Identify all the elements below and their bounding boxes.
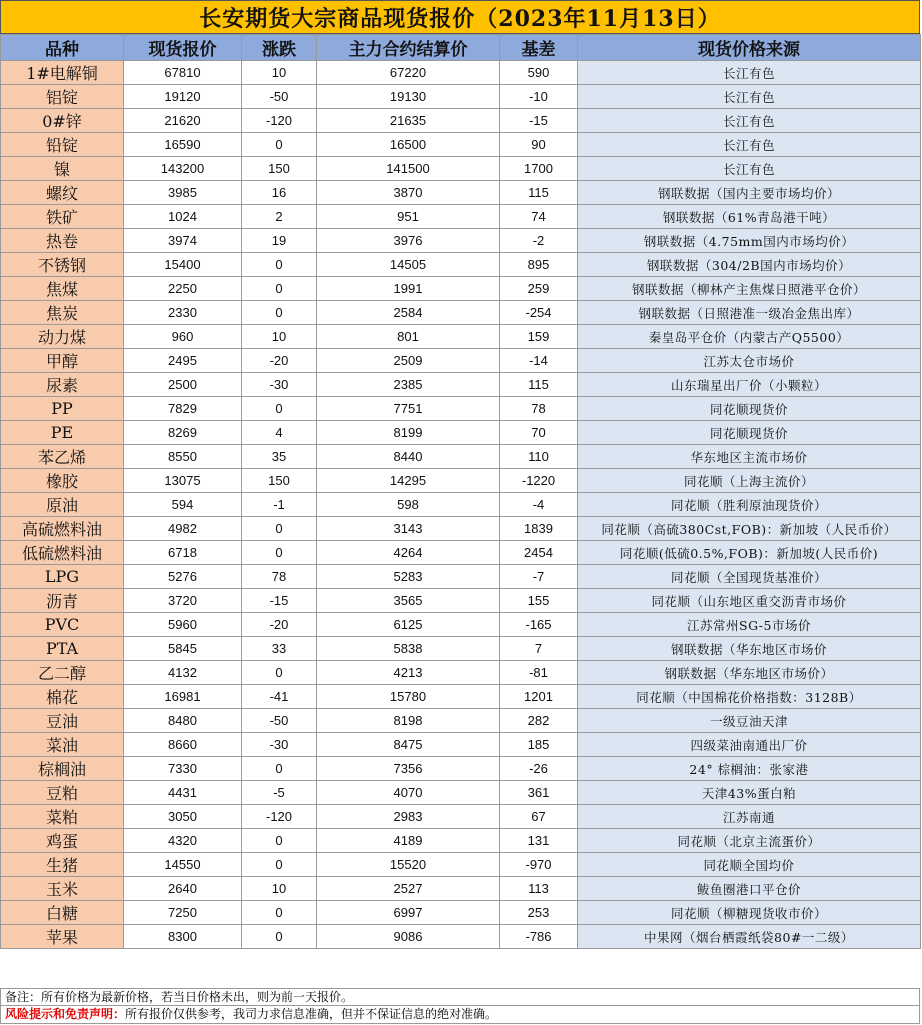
cell-spot-price: 16981 [124, 685, 242, 709]
cell-basis: 67 [500, 805, 578, 829]
cell-settlement: 7751 [317, 397, 500, 421]
cell-change: -20 [242, 613, 317, 637]
cell-change: 0 [242, 301, 317, 325]
table-row [1, 829, 921, 853]
cell-basis: 78 [500, 397, 578, 421]
cell-spot-price: 3720 [124, 589, 242, 613]
cell-settlement: 2527 [317, 877, 500, 901]
table-row [1, 157, 921, 181]
footer-disclaimer [0, 1006, 920, 1024]
cell-change: 2 [242, 205, 317, 229]
header-source: 现货价格来源 [578, 35, 921, 61]
cell-change: 10 [242, 61, 317, 85]
cell-spot-price: 960 [124, 325, 242, 349]
cell-variety: 热卷 [1, 229, 124, 253]
cell-spot-price: 7829 [124, 397, 242, 421]
table-row [1, 661, 921, 685]
cell-basis: -970 [500, 853, 578, 877]
cell-source: 同花顺现货价 [578, 421, 921, 445]
cell-settlement: 14505 [317, 253, 500, 277]
table-row [1, 853, 921, 877]
cell-settlement: 15780 [317, 685, 500, 709]
cell-settlement: 951 [317, 205, 500, 229]
cell-variety: 沥青 [1, 589, 124, 613]
cell-spot-price: 594 [124, 493, 242, 517]
cell-change: 78 [242, 565, 317, 589]
cell-spot-price: 3974 [124, 229, 242, 253]
cell-basis: 253 [500, 901, 578, 925]
cell-spot-price: 4982 [124, 517, 242, 541]
cell-source: 秦皇岛平仓价（内蒙古产Q5500） [578, 325, 921, 349]
cell-source: 长江有色 [578, 85, 921, 109]
cell-variety: 原油 [1, 493, 124, 517]
header-settlement: 主力合约结算价 [317, 35, 500, 61]
cell-variety: 棕榈油 [1, 757, 124, 781]
cell-source: 同花顺全国均价 [578, 853, 921, 877]
cell-change: 4 [242, 421, 317, 445]
cell-change: 0 [242, 253, 317, 277]
table-row [1, 541, 921, 565]
footer-note [0, 988, 920, 1006]
cell-source: 长江有色 [578, 133, 921, 157]
cell-source: 山东瑞星出厂价（小颗粒） [578, 373, 921, 397]
cell-source: 天津43%蛋白粕 [578, 781, 921, 805]
table-row [1, 133, 921, 157]
cell-variety: 铁矿 [1, 205, 124, 229]
cell-source: 同花顺（中国棉花价格指数：3128B） [578, 685, 921, 709]
cell-basis: 259 [500, 277, 578, 301]
cell-spot-price: 16590 [124, 133, 242, 157]
cell-spot-price: 8300 [124, 925, 242, 949]
cell-basis: 155 [500, 589, 578, 613]
table-row [1, 613, 921, 637]
cell-source: 同花顺（高硫380Cst,FOB)：新加坡（人民币价） [578, 517, 921, 541]
cell-settlement: 6997 [317, 901, 500, 925]
cell-basis: 2454 [500, 541, 578, 565]
cell-variety: 焦煤 [1, 277, 124, 301]
cell-change: 0 [242, 853, 317, 877]
cell-spot-price: 2640 [124, 877, 242, 901]
table-row [1, 925, 921, 949]
cell-variety: 菜油 [1, 733, 124, 757]
cell-variety: 棉花 [1, 685, 124, 709]
cell-basis: 1700 [500, 157, 578, 181]
table-row [1, 493, 921, 517]
cell-change: 33 [242, 637, 317, 661]
cell-settlement: 9086 [317, 925, 500, 949]
cell-spot-price: 3985 [124, 181, 242, 205]
cell-source: 四级菜油南通出厂价 [578, 733, 921, 757]
cell-spot-price: 2495 [124, 349, 242, 373]
cell-spot-price: 15400 [124, 253, 242, 277]
cell-spot-price: 3050 [124, 805, 242, 829]
table-row [1, 253, 921, 277]
cell-change: -20 [242, 349, 317, 373]
cell-change: 19 [242, 229, 317, 253]
cell-settlement: 4070 [317, 781, 500, 805]
cell-settlement: 15520 [317, 853, 500, 877]
cell-change: 0 [242, 397, 317, 421]
cell-change: 0 [242, 277, 317, 301]
cell-settlement: 67220 [317, 61, 500, 85]
cell-variety: 尿素 [1, 373, 124, 397]
cell-source: 同花顺现货价 [578, 397, 921, 421]
cell-settlement: 598 [317, 493, 500, 517]
cell-spot-price: 5960 [124, 613, 242, 637]
cell-variety: 0#锌 [1, 109, 124, 133]
cell-change: -1 [242, 493, 317, 517]
table-row [1, 877, 921, 901]
cell-source: 钢联数据（4.75mm国内市场均价） [578, 229, 921, 253]
cell-source: 钢联数据（304/2B国内市场均价） [578, 253, 921, 277]
cell-settlement: 1991 [317, 277, 500, 301]
cell-settlement: 8198 [317, 709, 500, 733]
table-row [1, 901, 921, 925]
cell-change: 0 [242, 133, 317, 157]
cell-variety: 铝锭 [1, 85, 124, 109]
cell-settlement: 3870 [317, 181, 500, 205]
cell-basis: 159 [500, 325, 578, 349]
cell-source: 华东地区主流市场价 [578, 445, 921, 469]
cell-variety: PP [1, 397, 124, 421]
cell-spot-price: 67810 [124, 61, 242, 85]
table-row [1, 349, 921, 373]
cell-source: 钢联数据（61%青岛港干吨） [578, 205, 921, 229]
cell-change: 35 [242, 445, 317, 469]
cell-basis: 90 [500, 133, 578, 157]
table-row [1, 109, 921, 133]
cell-spot-price: 5845 [124, 637, 242, 661]
cell-spot-price: 2500 [124, 373, 242, 397]
table-row [1, 805, 921, 829]
cell-change: 0 [242, 541, 317, 565]
cell-source: 同花顺（北京主流蛋价） [578, 829, 921, 853]
cell-source: 一级豆油天津 [578, 709, 921, 733]
cell-source: 同花顺（柳糖现货收市价） [578, 901, 921, 925]
cell-spot-price: 8660 [124, 733, 242, 757]
cell-variety: PVC [1, 613, 124, 637]
cell-variety: 乙二醇 [1, 661, 124, 685]
cell-basis: -14 [500, 349, 578, 373]
cell-change: 10 [242, 877, 317, 901]
cell-change: 150 [242, 157, 317, 181]
cell-settlement: 14295 [317, 469, 500, 493]
cell-source: 同花顺（上海主流价） [578, 469, 921, 493]
header-row [1, 35, 921, 61]
table-row [1, 469, 921, 493]
cell-variety: 白糖 [1, 901, 124, 925]
cell-spot-price: 19120 [124, 85, 242, 109]
table-row [1, 85, 921, 109]
cell-settlement: 5838 [317, 637, 500, 661]
cell-basis: 895 [500, 253, 578, 277]
table-row [1, 397, 921, 421]
cell-variety: 高硫燃料油 [1, 517, 124, 541]
table-row [1, 781, 921, 805]
cell-variety: 橡胶 [1, 469, 124, 493]
cell-basis: -1220 [500, 469, 578, 493]
cell-source: 钢联数据（华东地区市场价 [578, 637, 921, 661]
header-spot-price: 现货报价 [124, 35, 242, 61]
cell-variety: 鸡蛋 [1, 829, 124, 853]
table-row [1, 205, 921, 229]
table-row [1, 685, 921, 709]
cell-basis: 590 [500, 61, 578, 85]
cell-spot-price: 8550 [124, 445, 242, 469]
table-row [1, 181, 921, 205]
table-row [1, 421, 921, 445]
cell-source: 钢联数据（国内主要市场均价） [578, 181, 921, 205]
cell-change: 150 [242, 469, 317, 493]
cell-settlement: 2584 [317, 301, 500, 325]
cell-change: 0 [242, 661, 317, 685]
cell-spot-price: 4132 [124, 661, 242, 685]
table-row [1, 565, 921, 589]
cell-change: -5 [242, 781, 317, 805]
cell-change: -30 [242, 373, 317, 397]
cell-source: 同花顺(低硫0.5%,FOB)：新加坡(人民币价) [578, 541, 921, 565]
cell-source: 中果网（烟台栖霞纸袋80#一二级） [578, 925, 921, 949]
cell-settlement: 801 [317, 325, 500, 349]
cell-variety: 苯乙烯 [1, 445, 124, 469]
cell-spot-price: 2250 [124, 277, 242, 301]
cell-basis: -2 [500, 229, 578, 253]
cell-basis: 131 [500, 829, 578, 853]
cell-variety: 菜粕 [1, 805, 124, 829]
cell-basis: 115 [500, 373, 578, 397]
cell-spot-price: 8269 [124, 421, 242, 445]
cell-variety: 豆粕 [1, 781, 124, 805]
cell-settlement: 3976 [317, 229, 500, 253]
cell-basis: -81 [500, 661, 578, 685]
cell-settlement: 16500 [317, 133, 500, 157]
table-row [1, 733, 921, 757]
table-row [1, 277, 921, 301]
cell-basis: 74 [500, 205, 578, 229]
cell-spot-price: 143200 [124, 157, 242, 181]
table-row [1, 61, 921, 85]
cell-change: 0 [242, 517, 317, 541]
cell-basis: -4 [500, 493, 578, 517]
cell-source: 鲅鱼圈港口平仓价 [578, 877, 921, 901]
cell-source: 长江有色 [578, 61, 921, 85]
cell-basis: 110 [500, 445, 578, 469]
cell-settlement: 4264 [317, 541, 500, 565]
cell-change: 0 [242, 829, 317, 853]
cell-basis: 115 [500, 181, 578, 205]
cell-variety: 低硫燃料油 [1, 541, 124, 565]
cell-source: 钢联数据（柳林产主焦煤日照港平仓价） [578, 277, 921, 301]
table-row [1, 301, 921, 325]
table-row [1, 229, 921, 253]
cell-spot-price: 4431 [124, 781, 242, 805]
header-basis: 基差 [500, 35, 578, 61]
cell-settlement: 21635 [317, 109, 500, 133]
cell-change: -50 [242, 709, 317, 733]
cell-change: -120 [242, 805, 317, 829]
cell-change: -15 [242, 589, 317, 613]
cell-variety: 苹果 [1, 925, 124, 949]
cell-settlement: 2385 [317, 373, 500, 397]
cell-spot-price: 2330 [124, 301, 242, 325]
table-row [1, 709, 921, 733]
header-variety: 品种 [1, 35, 124, 61]
cell-basis: 282 [500, 709, 578, 733]
cell-basis: -254 [500, 301, 578, 325]
cell-settlement: 6125 [317, 613, 500, 637]
cell-source: 同花顺（全国现货基准价） [578, 565, 921, 589]
cell-variety: 动力煤 [1, 325, 124, 349]
cell-spot-price: 7250 [124, 901, 242, 925]
cell-variety: 生猪 [1, 853, 124, 877]
cell-settlement: 141500 [317, 157, 500, 181]
cell-basis: 70 [500, 421, 578, 445]
cell-basis: -786 [500, 925, 578, 949]
cell-variety: 豆油 [1, 709, 124, 733]
cell-variety: 不锈钢 [1, 253, 124, 277]
cell-settlement: 8199 [317, 421, 500, 445]
price-table [0, 34, 921, 949]
table-row [1, 325, 921, 349]
cell-basis: 185 [500, 733, 578, 757]
cell-basis: -15 [500, 109, 578, 133]
cell-variety: 铅锭 [1, 133, 124, 157]
cell-spot-price: 6718 [124, 541, 242, 565]
cell-source: 钢联数据（华东地区市场价） [578, 661, 921, 685]
cell-settlement: 2983 [317, 805, 500, 829]
cell-basis: -7 [500, 565, 578, 589]
cell-change: 10 [242, 325, 317, 349]
cell-change: -120 [242, 109, 317, 133]
cell-change: 0 [242, 901, 317, 925]
cell-basis: 361 [500, 781, 578, 805]
footer-note-text: 备注：所有价格为最新价格，若当日价格未出，则为前一天报价。 [5, 990, 354, 1004]
cell-change: -30 [242, 733, 317, 757]
cell-source: 同花顺（山东地区重交沥青市场价 [578, 589, 921, 613]
cell-variety: LPG [1, 565, 124, 589]
cell-spot-price: 8480 [124, 709, 242, 733]
cell-spot-price: 13075 [124, 469, 242, 493]
cell-source: 同花顺（胜利原油现货价） [578, 493, 921, 517]
cell-variety: 甲醇 [1, 349, 124, 373]
page-title: 长安期货大宗商品现货报价（2023年11月13日） [0, 0, 920, 34]
cell-source: 24° 棕榈油：张家港 [578, 757, 921, 781]
cell-basis: -10 [500, 85, 578, 109]
cell-change: -41 [242, 685, 317, 709]
risk-label: 风险提示和免责声明： [5, 1007, 126, 1021]
cell-source: 长江有色 [578, 157, 921, 181]
cell-variety: 螺纹 [1, 181, 124, 205]
cell-basis: 113 [500, 877, 578, 901]
cell-basis: -165 [500, 613, 578, 637]
cell-settlement: 7356 [317, 757, 500, 781]
table-row [1, 517, 921, 541]
cell-settlement: 19130 [317, 85, 500, 109]
table-row [1, 445, 921, 469]
table-row [1, 637, 921, 661]
cell-change: 16 [242, 181, 317, 205]
cell-change: -50 [242, 85, 317, 109]
cell-variety: PTA [1, 637, 124, 661]
cell-settlement: 3565 [317, 589, 500, 613]
cell-variety: 焦炭 [1, 301, 124, 325]
cell-basis: 7 [500, 637, 578, 661]
cell-change: 0 [242, 757, 317, 781]
cell-spot-price: 21620 [124, 109, 242, 133]
table-row [1, 373, 921, 397]
table-row [1, 757, 921, 781]
cell-source: 钢联数据（日照港准一级冶金焦出库） [578, 301, 921, 325]
cell-spot-price: 5276 [124, 565, 242, 589]
cell-spot-price: 4320 [124, 829, 242, 853]
cell-variety: 玉米 [1, 877, 124, 901]
cell-spot-price: 14550 [124, 853, 242, 877]
cell-basis: -26 [500, 757, 578, 781]
cell-source: 江苏南通 [578, 805, 921, 829]
cell-spot-price: 1024 [124, 205, 242, 229]
cell-variety: 1#电解铜 [1, 61, 124, 85]
cell-change: 0 [242, 925, 317, 949]
cell-variety: PE [1, 421, 124, 445]
cell-settlement: 8440 [317, 445, 500, 469]
header-change: 涨跌 [242, 35, 317, 61]
cell-settlement: 4213 [317, 661, 500, 685]
cell-settlement: 5283 [317, 565, 500, 589]
cell-variety: 镍 [1, 157, 124, 181]
table-row [1, 589, 921, 613]
cell-source: 长江有色 [578, 109, 921, 133]
risk-text: 所有报价仅供参考，我司力求信息准确，但并不保证信息的绝对准确。 [125, 1007, 498, 1021]
cell-spot-price: 7330 [124, 757, 242, 781]
cell-settlement: 8475 [317, 733, 500, 757]
cell-source: 江苏常州SG-5市场价 [578, 613, 921, 637]
cell-settlement: 3143 [317, 517, 500, 541]
cell-settlement: 4189 [317, 829, 500, 853]
cell-basis: 1839 [500, 517, 578, 541]
cell-source: 江苏太仓市场价 [578, 349, 921, 373]
cell-settlement: 2509 [317, 349, 500, 373]
cell-basis: 1201 [500, 685, 578, 709]
